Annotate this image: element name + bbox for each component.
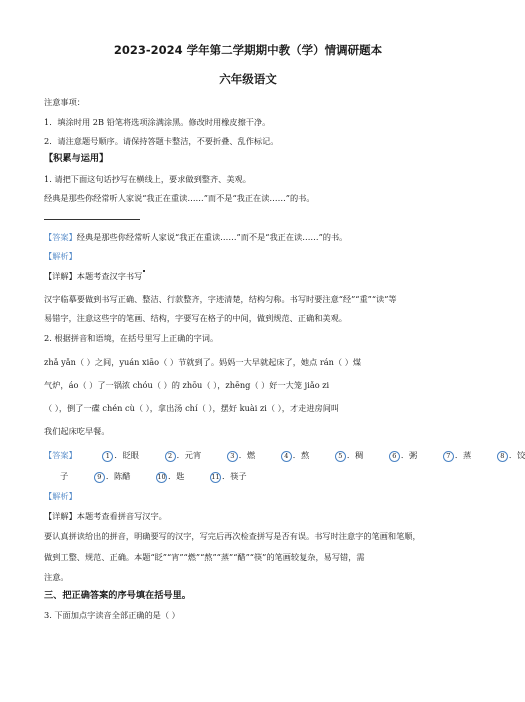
circled-number: 4: [281, 451, 292, 462]
question-2-explanation-3: 注意。: [44, 572, 69, 582]
question-2-detail: 【详解】本题考查看拼音写汉字。: [44, 511, 167, 521]
answer-word: 蒸: [463, 450, 472, 460]
document-subtitle: 六年级语文: [219, 72, 277, 86]
question-2-answers-row-2: 子 9 ．陈醋 10 ．匙 11 ．筷子: [60, 471, 247, 481]
question-2-line-4: 我们起床吃早餐。: [44, 426, 110, 436]
notice-heading: 注意事项：: [44, 97, 85, 107]
answer-word: 眨眼: [122, 450, 139, 460]
answer-word: 稠: [355, 450, 364, 460]
question-2-line-3: （ ），倒了一碟 chén cù（ ），拿出汤 chí（ ），摆好 kuài zi（ ），才走进房间叫: [44, 403, 340, 413]
analysis-tag: 【解析】: [44, 491, 77, 501]
circled-number: 9: [94, 472, 105, 483]
circled-number: 3: [227, 451, 238, 462]
answer-line: [44, 219, 140, 220]
document-title: 2023-2024 学年第二学期期中教（学）情调研题本: [113, 43, 383, 57]
answer-word: 熬: [301, 450, 310, 460]
question-1-answer: [44, 231, 347, 243]
answer-word: 元宵: [184, 450, 202, 460]
answer-tag: 【答案】: [44, 232, 77, 242]
question-2-line-1: zhǎ yǎn（ ）之间，yuán xiāo（ ）节就到了。妈妈一大早就起床了，她点 rán（ ）煤: [44, 357, 362, 367]
question-1-explanation-2: 易错字，注意这些字的笔画、结构，字要写在格子的中间，做到规范、正确和美观。: [44, 313, 347, 323]
question-2-prompt: 2. 根据拼音和语境，在括号里写上正确的字词。: [44, 333, 219, 343]
circled-number: 8: [497, 451, 508, 462]
question-2-explanation-2: 做到工整、规范、正确。本题“眨”“宵”“燃”“熬”“蒸”“醋”“筷”的笔画较复杂，易写错，需: [44, 552, 365, 562]
question-2-explanation-1: 要认真拼读给出的拼音，明确要写的汉字，写完后再次检查拼写是否有误。书写时注意字的笔画和笔顺，: [44, 531, 421, 541]
circled-number: 7: [443, 451, 454, 462]
circled-number: 6: [389, 451, 400, 462]
answer-text: 经典是那些你经常听人家说“我正在重读……”而不是“我正在读……”的书。: [76, 232, 348, 242]
analysis-tag: 【解析】: [44, 251, 77, 261]
answer-word: 陈醋: [114, 471, 131, 481]
answer-word: 饺: [517, 450, 525, 460]
notice-item-1: 1．填涂时用 2B 铅笔将选项涂满涂黑。修改时用橡皮擦干净。: [44, 117, 271, 127]
answer-word: 子: [60, 471, 69, 481]
question-1-detail: 【详解】本题考查汉字书写: [44, 270, 145, 282]
answer-word: 匙: [176, 471, 185, 481]
section-heading-choice: 三、把正确答案的序号填在括号里。: [44, 590, 191, 601]
answer-tag: 【答案】: [44, 450, 77, 460]
answer-word: 燃: [246, 450, 256, 460]
question-2-answers-row-1: 【答案】 1 ．眨眼 2 ．元宵 3 ．燃 4 ．熬 5 ．稠 6 ．粥 7 ．蒸 8 ．饺: [44, 450, 525, 460]
section-heading-accumulation: 【积累与运用】: [44, 153, 109, 164]
question-3-prompt: 3. 下面加点字读音全部正确的是（ ）: [44, 610, 180, 620]
dot-mark: [143, 270, 145, 272]
circled-number: 1: [102, 451, 113, 462]
question-1-sentence: 经典是那些你经常听人家说“我正在重读……”而不是“我正在读……”的书。: [44, 193, 315, 203]
answer-word: 筷子: [230, 471, 247, 481]
answer-word: 粥: [409, 450, 418, 460]
circled-number: 11: [211, 472, 220, 481]
question-2-line-2: 气炉，áo（ ）了一锅浓 chóu（ ）的 zhōu（ ），zhēng（ ）好一大笼 jiǎo zi: [44, 380, 330, 390]
circled-number: 2: [165, 451, 176, 462]
question-1-prompt: 1. 请把下面这句话抄写在横线上，要求做到整齐、美观。: [44, 174, 251, 184]
circled-number: 5: [335, 451, 346, 462]
circled-number: 10: [157, 472, 166, 481]
question-1-explanation-1: 汉字临摹要做到书写正确、整洁、行款整齐，字迹清楚，结构匀称。书写时要注意“经”“重”“读”等: [44, 294, 397, 304]
notice-item-2: 2．请注意题号顺序。请保持答题卡整洁，不要折叠、乱作标记。: [44, 136, 279, 146]
